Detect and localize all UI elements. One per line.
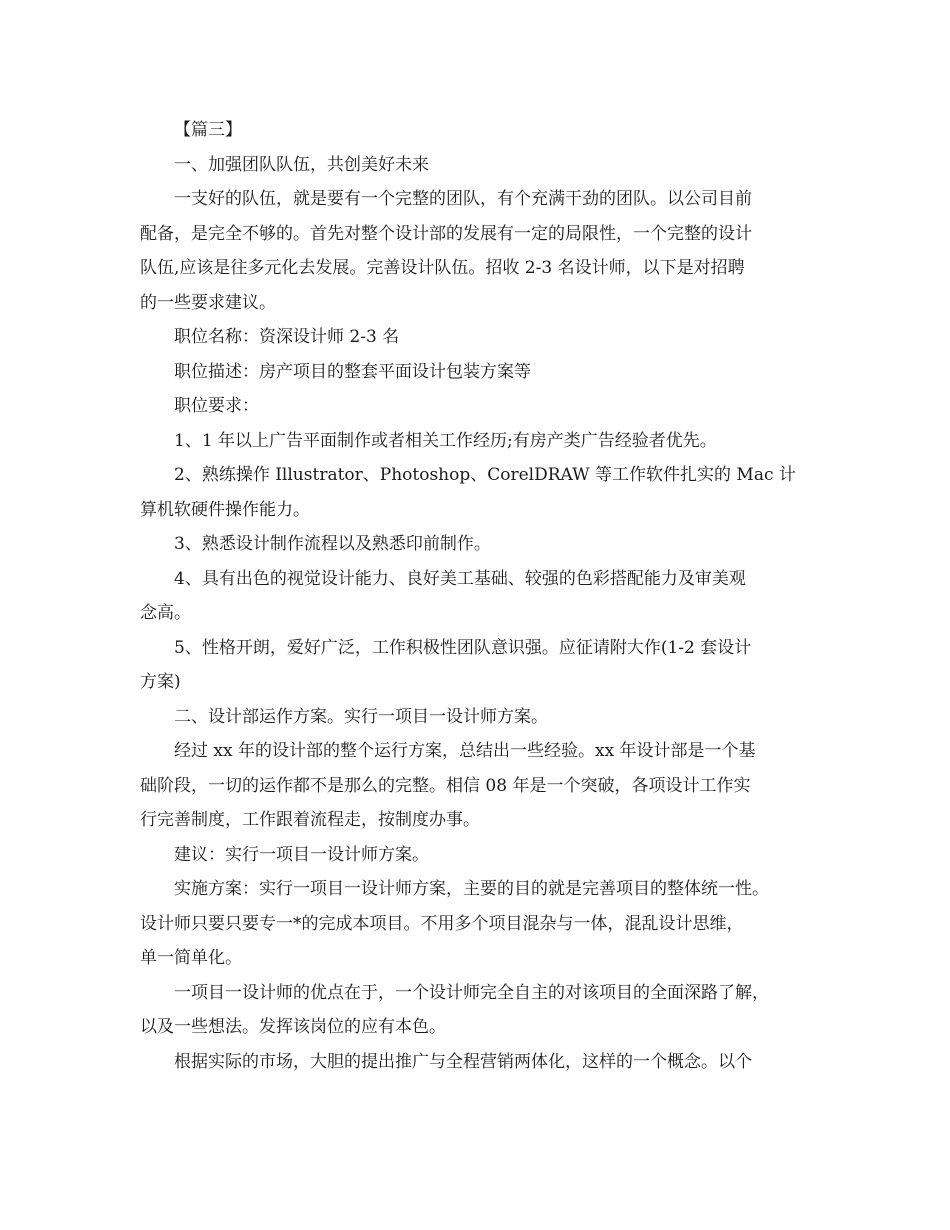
text-line: 4、具有出色的视觉设计能力、良好美工基础、较强的色彩搭配能力及审美观	[174, 568, 746, 589]
text-line: 础阶段，一切的运作都不是那么的完整。相信 08 年是一个突破，各项设计工作实	[140, 775, 751, 796]
text-line: 方案)	[140, 672, 181, 692]
text-line: 二、设计部运作方案。实行一项目一设计师方案。	[174, 706, 548, 727]
text-line: 一支好的队伍，就是要有一个完整的团队，有个充满干劲的团队。以公司目前	[174, 189, 752, 209]
text-line: 的一些要求建议。	[140, 292, 276, 313]
text-line: 实施方案：实行一项目一设计师方案，主要的目的就是完善项目的整体统一性。	[174, 879, 769, 899]
text-line: 职位描述：房产项目的整套平面设计包装方案等	[174, 361, 531, 382]
paragraph	[140, 389, 830, 424]
text-line: 【篇三】	[174, 120, 242, 140]
paragraph	[140, 838, 830, 873]
paragraph	[140, 976, 830, 1045]
paragraph	[140, 182, 830, 320]
text-line: 2、熟练操作 Illustrator、Photoshop、CorelDRAW 等工作软件扎实的 Mac 计	[174, 465, 796, 485]
text-line: 算机软硬件操作能力。	[140, 499, 310, 520]
text-line: 单一简单化。	[140, 948, 242, 968]
paragraph	[140, 872, 830, 976]
text-line: 经过 xx 年的设计部的整个运行方案，总结出一些经验。xx 年设计部是一个基	[174, 741, 756, 761]
paragraph	[140, 148, 830, 183]
text-line: 3、熟悉设计制作流程以及熟悉印前制作。	[174, 534, 491, 554]
text-line: 设计师只要只要专一*的完成本项目。不用多个项目混杂与一体，混乱设计思维，	[140, 913, 744, 934]
text-line: 念高。	[140, 603, 191, 623]
text-line: 一、加强团队队伍，共创美好未来	[174, 154, 429, 175]
text-line: 行完善制度，工作跟着流程走，按制度办事。	[140, 810, 480, 830]
text-line: 配备，是完全不够的。首先对整个设计部的发展有一定的局限性，一个完整的设计	[140, 223, 752, 244]
text-line: 以及一些想法。发挥该岗位的应有本色。	[140, 1017, 446, 1037]
paragraph	[140, 458, 830, 527]
paragraph	[140, 113, 830, 148]
paragraph	[140, 320, 830, 355]
text-line: 职位名称：资深设计师 2-3 名	[174, 327, 400, 347]
paragraph	[140, 562, 830, 631]
paragraph	[140, 1045, 830, 1080]
text-line: 一项目一设计师的优点在于，一个设计师完全自主的对该项目的全面深路了解，	[174, 982, 769, 1003]
paragraph	[140, 631, 830, 700]
paragraph	[140, 527, 830, 562]
paragraph	[140, 355, 830, 390]
text-line: 1、1 年以上广告平面制作或者相关工作经历;有房产类广告经验者优先。	[174, 430, 717, 451]
text-line: 职位要求：	[174, 396, 259, 416]
text-line: 根据实际的市场，大胆的提出推广与全程营销两体化，这样的一个概念。以个	[174, 1051, 752, 1072]
paragraph	[140, 424, 830, 459]
text-line: 5、性格开朗，爱好广泛，工作积极性团队意识强。应征请附大作(1-2 套设计	[174, 637, 752, 658]
paragraph	[140, 734, 830, 838]
document-page	[140, 113, 830, 1079]
text-line: 队伍,应该是往多元化去发展。完善设计队伍。招收 2-3 名设计师，以下是对招聘	[140, 258, 745, 278]
text-line: 建议：实行一项目一设计师方案。	[174, 844, 429, 865]
paragraph	[140, 700, 830, 735]
